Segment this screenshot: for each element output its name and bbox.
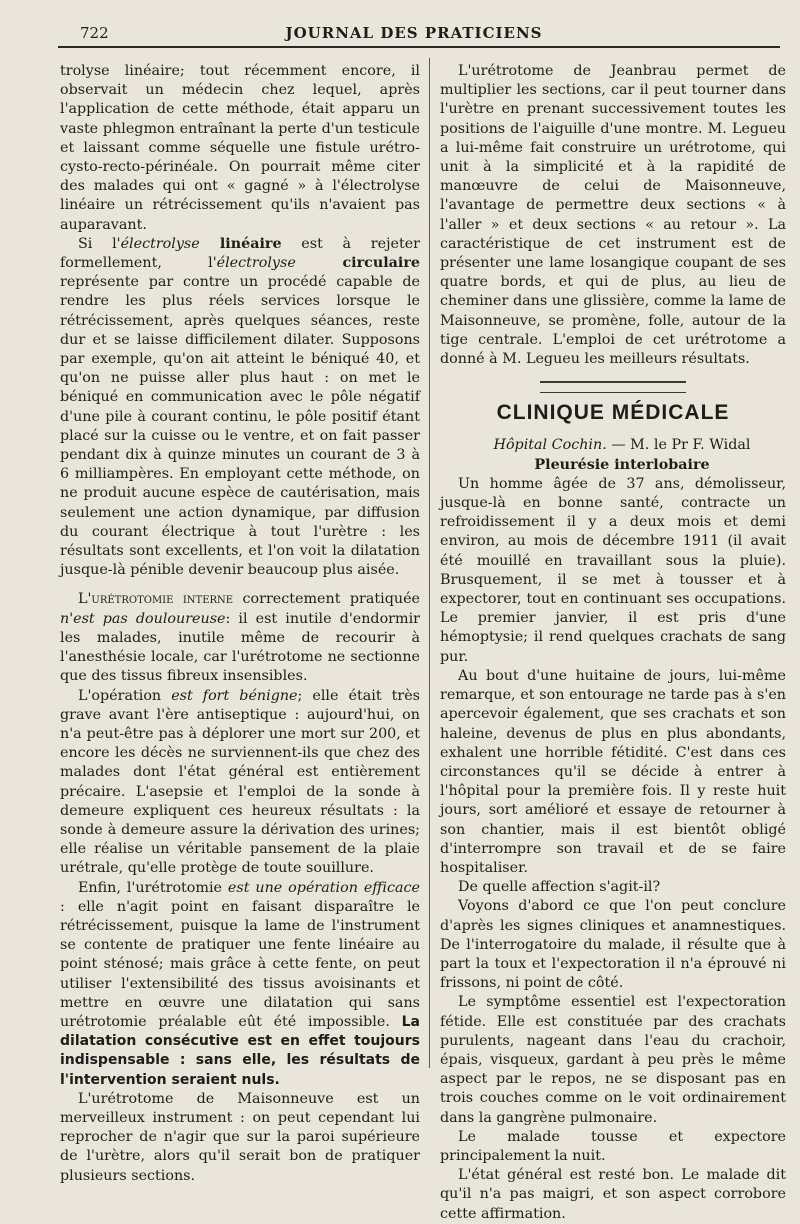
header-rule — [58, 46, 780, 48]
hospital-line: Hôpital Cochin. — M. le Pr F. Widal — [493, 437, 751, 454]
paragraph: L'urétrotome de Jeanbrau permet de multiplier les sections, car il peut tourner dans l'urètre en prenant successivement toutes les positions de l'aiguille d'une montre. M. Legueu a lui-même fait construire un urétrotome, qui unit à la simplicité et à la rapidité de manœuvre de celui de Maisonneuve, l'avantage de permettre deux sections « à l'aller » et deux sections « au retour ». La caractéristique de cet instrument est de présenter une lame losangique coupant de ses quatre bords, et qui de plus, au lieu de cheminer dans une glissière, comme la lame de Maisonneuve, se promène, folle, autour de la tige centrale. L'emploi de cet urétrotome a donné à M. Legueu les meilleurs résultats. — [440, 63, 786, 368]
paragraph: Un homme âgée de 37 ans, démolisseur, jusque-là en bonne santé, contracte un refroidissement il y a deux mois et demi environ, au mois de décembre 1911 (il avait été mouillé en travaillant sous la pluie). Brusquement, il se met à tousser et à expectorer, tout en continuant ses occupations. Le premier janvier, il est pris d'une hémoptysie; il rend quelques crachats de sang pur. — [440, 475, 786, 665]
page-header — [58, 22, 770, 44]
page-number: 722 — [80, 24, 109, 42]
column-divider — [429, 58, 430, 1068]
paragraph: L'urétrotome de Maisonneuve est un merveilleux instrument : on peut cependant lui reprocher de n'agir que sur la paroi supérieure de l'urètre, alors qu'il serait bon de pratiquer plusieurs sections. — [60, 1090, 420, 1184]
paragraph: L'état général est resté bon. Le malade dit qu'il n'a pas maigri, et son aspect corrobore cette affirmation. — [440, 1167, 786, 1222]
paragraph: Le symptôme essentiel est l'expectoration fétide. Elle est constituée par des crachats purulents, nageant dans l'eau du crachoir, épais, visqueux, gardant à peu près le même aspect par le repos, ne se disposant pas en trois couches comme on le voit ordinairement dans la gangrène pulmonaire. — [440, 994, 786, 1126]
left-column — [60, 62, 420, 1186]
right-column — [440, 62, 786, 1224]
paragraph-electrolyse: Si l'électrolyse linéaire est à rejeter formellement, l'électrolyse circulaire représente par contre un procédé capable de rendre les plus réels services lorsque le rétrécissement, après quelques séances, reste dur et se laisse difficilement dilater. Supposons par exemple, qu'on ait atteint le béniqué 40, et qu'on ne puisse aller plus haut : on met le béniqué en communication avec le pôle négatif d'une pile à courant continu, le pôle positif étant placé sur la cuisse ou le ventre, et on fait passer pendant dix à quinze minutes un courant de 3 à 6 milliampères. En employant cette méthode, on ne produit aucune espèce de cautérisation, mais seulement une action dynamique, par diffusion du courant électrique à tout l'urètre : les résultats sont excellents, et l'on voit la dilatation jusque-là pénible devenir beaucoup plus aisée. — [60, 235, 420, 579]
bold-statement: La dilatation consécutive est en effet toujours indispensable : sans elle, les résultats de l'intervention seraient nuls. — [60, 1013, 420, 1088]
paragraph: Au bout d'une huitaine de jours, lui-même remarque, et son entourage ne tarde pas à s'en apercevoir également, que ses crachats et son haleine, devenus de plus en plus abondants, exhalent une horrible fétidité. C'est dans ces circonstances qu'il se décide à entrer à l'hôpital pour la première fois. Il y reste huit jours, sort amélioré et essaye de retourner à son chantier, mais il est bientôt obligé d'interrompre son travail et de se faire hospitaliser. — [440, 667, 786, 876]
section-separator — [540, 381, 686, 393]
paragraph-efficace: Enfin, l'urétrotomie est une opération efficace : elle n'agit point en faisant disparaître le rétrécissement, puisque la lame de l'instrument se contente de pratiquer une fente linéaire au point sténosé; mais grâce à cette fente, on peut utiliser l'extensibilité des tissus avoisinants et mettre en œuvre une dilatation qui sans urétrotomie préalable eût été impossible. La dilatation consécutive est en effet toujours indispensable : sans elle, les résultats de l'intervention seraient nuls. — [60, 879, 420, 1088]
paragraph: Le malade tousse et expectore principalement la nuit. — [440, 1128, 786, 1164]
paragraph: Voyons d'abord ce que l'on peut conclure d'après les signes cliniques et anamnestiques. De l'interrogatoire du malade, il résulte que à part la toux et l'expectoration il n'a éprouvé ni frissons, ni point de côté. — [440, 898, 786, 992]
paragraph-uretrotomie: L'urétrotomie interne correctement pratiquée n'est pas douloureuse: il est inutile d'endormir les malades, inutile même de recourir à l'anesthésie locale, car l'urétrotome ne sectionne que des tissus fibreux insensibles. — [60, 591, 420, 685]
journal-title: JOURNAL DES PRATICIENS — [285, 24, 543, 42]
paragraph-operation: L'opération est fort bénigne; elle était très grave avant l'ère antiseptique : aujourd'hui, on n'a peut-être pas à déplorer une mort sur 200, et encore les décès ne surviennent-ils que chez des malades dont l'état général est entièrement précaire. L'asepsie et l'emploi de la sonde à demeure expliquent ces heureux résultats : la sonde à demeure assure la dérivation des urines; elle réalise un véritable pansement de la plaie urétrale, qu'elle protège de toute souillure. — [60, 687, 420, 877]
paragraph: trolyse linéaire; tout récemment encore, il observait un médecin chez lequel, après l'application de cette méthode, était apparu un vaste phlegmon entraînant la perte d'un testicule et laissant comme séquelle une fistule urétro-cysto-recto-périnéale. On pourrait même citer des malades qui ont « gagné » à l'électrolyse linéaire un rétrécissement qu'ils n'avaient pas auparavant. — [60, 63, 420, 233]
paragraph: De quelle affection s'agit-il? — [458, 879, 661, 896]
section-title: CLINIQUE MÉDICALE — [496, 401, 730, 425]
article-subtitle: Pleurésie interlobaire — [534, 456, 710, 473]
